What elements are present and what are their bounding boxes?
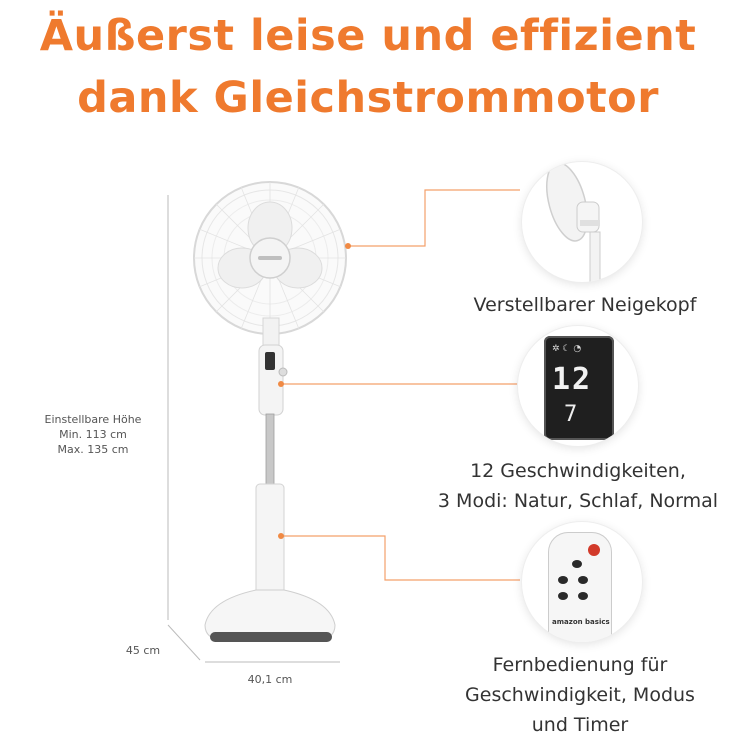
remote-button-icon bbox=[572, 560, 582, 568]
remote-button-icon bbox=[578, 576, 588, 584]
speed-readout: 12 bbox=[552, 362, 593, 397]
fan-body bbox=[205, 318, 335, 642]
speed-caption-line-1: 12 Geschwindigkeiten, bbox=[470, 460, 686, 482]
remote-button-icon bbox=[558, 592, 568, 600]
remote-caption-line-3: und Timer bbox=[531, 714, 629, 736]
feature-remote-caption bbox=[430, 650, 730, 740]
display-detail-image bbox=[518, 326, 638, 446]
height-min: Min. 113 cm bbox=[59, 428, 127, 441]
remote-caption-line-1: Fernbedienung für bbox=[492, 654, 668, 676]
remote-control bbox=[548, 532, 612, 642]
height-label: Einstellbare Höhe bbox=[44, 413, 142, 426]
control-panel-display bbox=[544, 336, 614, 440]
timer-readout: 7 bbox=[564, 402, 578, 427]
remote-button-icon bbox=[558, 576, 568, 584]
power-button-icon bbox=[588, 544, 600, 556]
feature-speed-caption bbox=[420, 456, 736, 516]
base-width-label: 40,1 cm bbox=[247, 673, 293, 686]
fan-head bbox=[194, 182, 346, 334]
remote-detail-image bbox=[522, 522, 642, 642]
feature-tilt-caption: Verstellbarer Neigekopf bbox=[473, 294, 697, 316]
speed-caption-line-2: 3 Modi: Natur, Schlaf, Normal bbox=[437, 490, 719, 512]
tilt-head-detail-image bbox=[522, 162, 642, 282]
headline-line-2: dank Gleichstrommotor bbox=[77, 73, 659, 123]
remote-button-icon bbox=[578, 592, 588, 600]
tilt-head-icon bbox=[522, 162, 642, 282]
remote-caption-line-2: Geschwindigkeit, Modus bbox=[465, 684, 695, 706]
headline-line-1: Äußerst leise und effizient bbox=[39, 11, 697, 61]
mode-icons: ✲ ☾ ◔ bbox=[552, 344, 582, 354]
remote-brand-label: amazon basics bbox=[552, 618, 610, 626]
height-max: Max. 135 cm bbox=[57, 443, 129, 456]
base-depth-label: 45 cm bbox=[125, 644, 161, 657]
